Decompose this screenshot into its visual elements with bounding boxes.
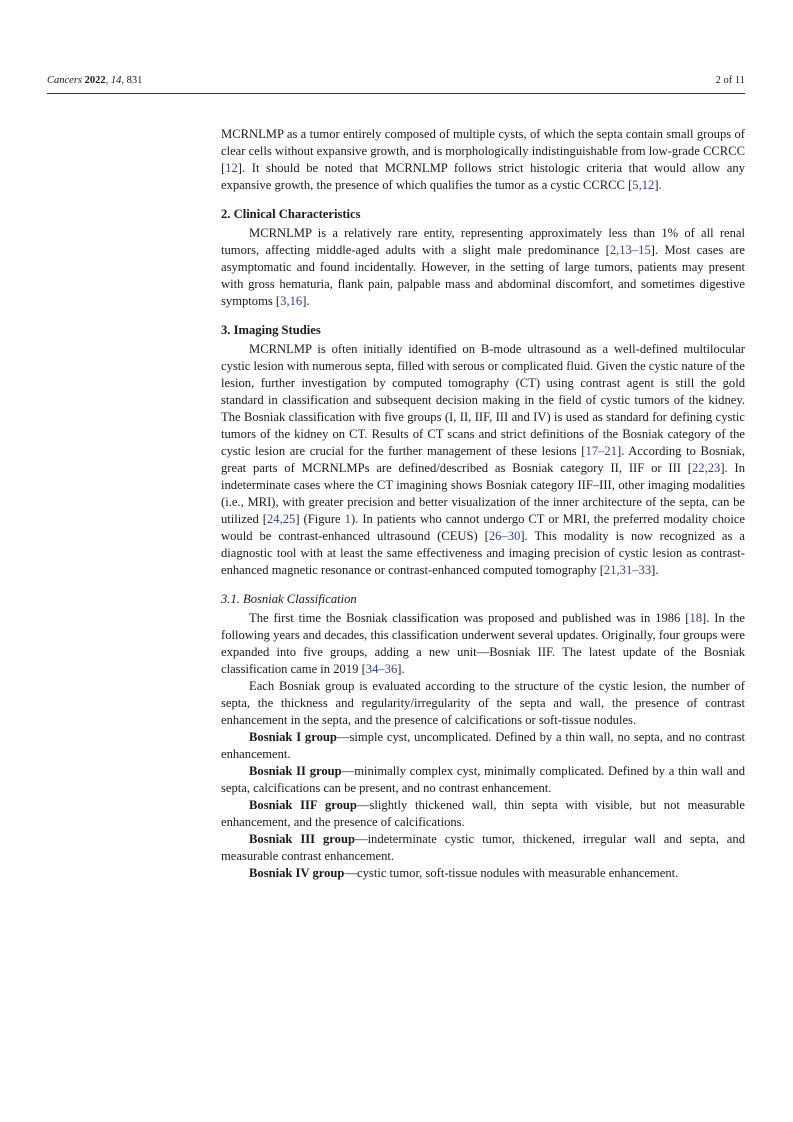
citation-link[interactable]: 3,16 [280, 294, 303, 308]
group-label: Bosniak IV group [249, 866, 345, 880]
bosniak-group-item [221, 831, 745, 865]
journal-volume: 14 [110, 75, 122, 86]
article-number: 831 [126, 75, 143, 86]
bosniak-group-item [221, 865, 745, 882]
running-header [47, 74, 745, 88]
journal-citation: Cancers 2022, 14, 831 [47, 75, 143, 86]
citation-link[interactable]: 17–21 [585, 444, 617, 458]
group-description: —minimally complex cyst, minimally complicated. Defined by a thin wall and septa, calcifications can be present, and no contrast enhancement. [221, 764, 745, 795]
citation-link[interactable]: 26–30 [488, 529, 521, 543]
group-description: —cystic tumor, soft-tissue nodules with measurable enhancement. [344, 866, 679, 880]
bosniak-evaluation-paragraph: Each Bosniak group is evaluated according to the structure of the cystic lesion, the number of septa, the thickness and regularity/irregularity of the septa and wall, the presence of contrast enhancement in the septa, and the presence of calcifications or soft-tissue nodules. [221, 679, 745, 727]
group-label: Bosniak II group [249, 764, 342, 778]
group-label: Bosniak IIF group [249, 798, 357, 812]
header-rule [47, 93, 745, 94]
citation-link[interactable]: 5,12 [632, 178, 655, 192]
intro-paragraph: MCRNLMP as a tumor entirely composed of multiple cysts, of which the septa contain small groups of clear cells without expansive growth, and is morphologically indistinguishable from low-grade CCRCC [12]. It should be noted that MCRNLMP follows strict histologic criteria that would allow any expansive growth, the presence of which qualifies the tumor as a cystic CCRCC [5,12]. [221, 127, 745, 192]
citation-link[interactable]: 22,23 [692, 461, 721, 475]
figure-link[interactable]: 1 [344, 512, 351, 526]
citation-link[interactable]: 18 [689, 611, 703, 625]
journal-year: 2022 [84, 75, 106, 86]
article-body [221, 126, 745, 882]
section-heading-imaging: 3. Imaging Studies [221, 323, 321, 337]
imaging-paragraph: MCRNLMP is often initially identified on B-mode ultrasound as a well-defined multilocular cystic lesion with numerous septa, filled with serous or complicated fluid. Given the cystic nature of the lesion, further investigation by computed tomography (CT) using contrast agent is still the gold standard in classification and subsequent decision making in the field of cystic tumors of the kidney. The Bosniak classification with five groups (I, II, IIF, III and IV) is used as standard for defining cystic tumors of the kidney on CT. Results of CT scans and strict definitions of the Bosniak category of the cystic lesion are crucial for the further management of these lesions [17–21]. According to Bosniak, great parts of MCRNLMPs are defined/described as Bosniak category II, IIF or III [22,23]. In indeterminate cases where the CT imagining shows Bosniak category IIF–III, other imaging modalities (i.e., MRI), with greater precision and better visualization of the inner architecture of the septa, can be utilized [24,25] (Figure 1). In patients who cannot undergo CT or MRI, the preferred modality choice would be contrast-enhanced ultrasound (CEUS) [26–30]. This modality is now recognized as a diagnostic tool with at least the same effectiveness and imaging precision of cystic lesion as contrast-enhanced magnetic resonance or contrast-enhanced computed tomography [21,31–33]. [221, 342, 746, 577]
section-heading-clinical: 2. Clinical Characteristics [221, 207, 361, 221]
citation-link[interactable]: 12 [225, 161, 238, 175]
group-label: Bosniak I group [249, 730, 337, 744]
page-number: 2 of 11 [715, 75, 745, 86]
group-label: Bosniak III group [249, 832, 355, 846]
citation-link[interactable]: 34–36 [365, 662, 398, 676]
subsection-heading-bosniak: 3.1. Bosniak Classification [221, 592, 357, 606]
citation-link[interactable]: 21,31–33 [603, 563, 652, 577]
group-description: —slightly thickened wall, thin septa with visible, but not measurable enhancement, and the presence of calcifications. [221, 798, 745, 829]
group-description: —indeterminate cystic tumor, thickened, irregular wall and septa, and measurable contrast enhancement. [221, 832, 745, 863]
bosniak-history-paragraph: The first time the Bosniak classification was proposed and published was in 1986 [18]. In the following years and decades, this classification underwent several updates. Originally, four groups were expanded into five groups, adding a new unit—Bosniak IIF. The latest update of the Bosniak classification came in 2019 [34–36]. [221, 611, 746, 676]
group-description: —simple cyst, uncomplicated. Defined by a thin wall, no septa, and no contrast enhancement. [221, 730, 745, 761]
citation-link[interactable]: 2,13–15 [609, 243, 651, 257]
bosniak-group-item [221, 797, 745, 831]
bosniak-group-item [221, 729, 745, 763]
journal-name: Cancers [47, 75, 82, 86]
citation-link[interactable]: 24,25 [267, 512, 296, 526]
bosniak-group-item [221, 763, 745, 797]
clinical-paragraph: MCRNLMP is a relatively rare entity, representing approximately less than 1% of all renal tumors, affecting middle-aged adults with a slight male predominance [2,13–15]. Most cases are asymptomatic and found incidentally. However, in the setting of large tumors, patients may present with gross hematuria, flank pain, palpable mass and abdominal discomfort, and sometimes digestive symptoms [3,16]. [221, 226, 745, 308]
